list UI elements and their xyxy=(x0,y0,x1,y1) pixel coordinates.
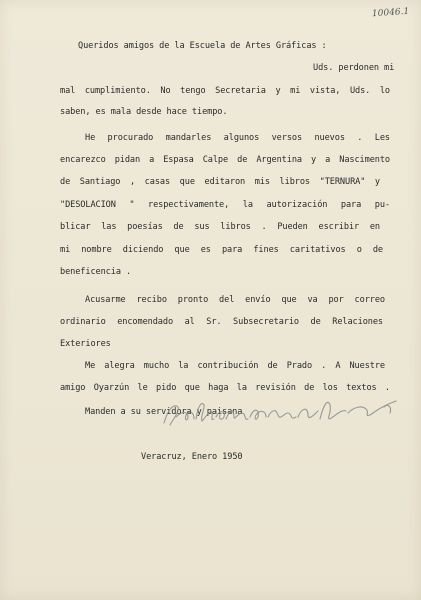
folio-number: 10046.1 xyxy=(371,6,410,20)
body-line: Me alegra mucho la contribución de Prado . A Nuestre xyxy=(85,361,385,371)
body-line: saben, es mala desde hace tiempo. xyxy=(60,107,228,117)
closing-line: Manden a su servidora y paisana xyxy=(85,407,243,417)
place-date: Veracruz, Enero 1950 xyxy=(141,452,243,462)
body-line: Uds. perdonen mi xyxy=(313,63,395,73)
body-line: He procurado mandarles algunos versos nuevos . Les xyxy=(85,133,390,143)
signature-icon xyxy=(158,395,403,429)
body-line: mi nombre diciendo que es para fines caritativos o de xyxy=(60,245,383,255)
body-line: blicar las poesías de sus libros . Pueden escribir en xyxy=(60,222,380,232)
body-line: "DESOLACION " respectivamente, la autorización para pu- xyxy=(60,200,390,210)
body-line: amigo Oyarzún le pido que haga la revisión de los textos . xyxy=(60,383,390,393)
body-line: de Santiago , casas que editaron mis libros "TERNURA" y xyxy=(60,177,380,187)
body-line: beneficencia . xyxy=(60,267,132,277)
body-line: Exteriores xyxy=(60,339,111,349)
body-line: encarezco pidan a Espasa Calpe de Argentina y a Nascimento xyxy=(60,155,390,165)
body-line: Acusarme recibo pronto del envío que va por correo xyxy=(85,295,385,305)
body-line: ordinario encomendado al Sr. Subsecretario de Relaciones xyxy=(60,317,383,327)
body-line: mal cumplimiento. No tengo Secretaria y mi vista, Uds. lo xyxy=(60,86,390,96)
salutation: Queridos amigos de la Escuela de Artes Gráficas : xyxy=(78,41,327,51)
